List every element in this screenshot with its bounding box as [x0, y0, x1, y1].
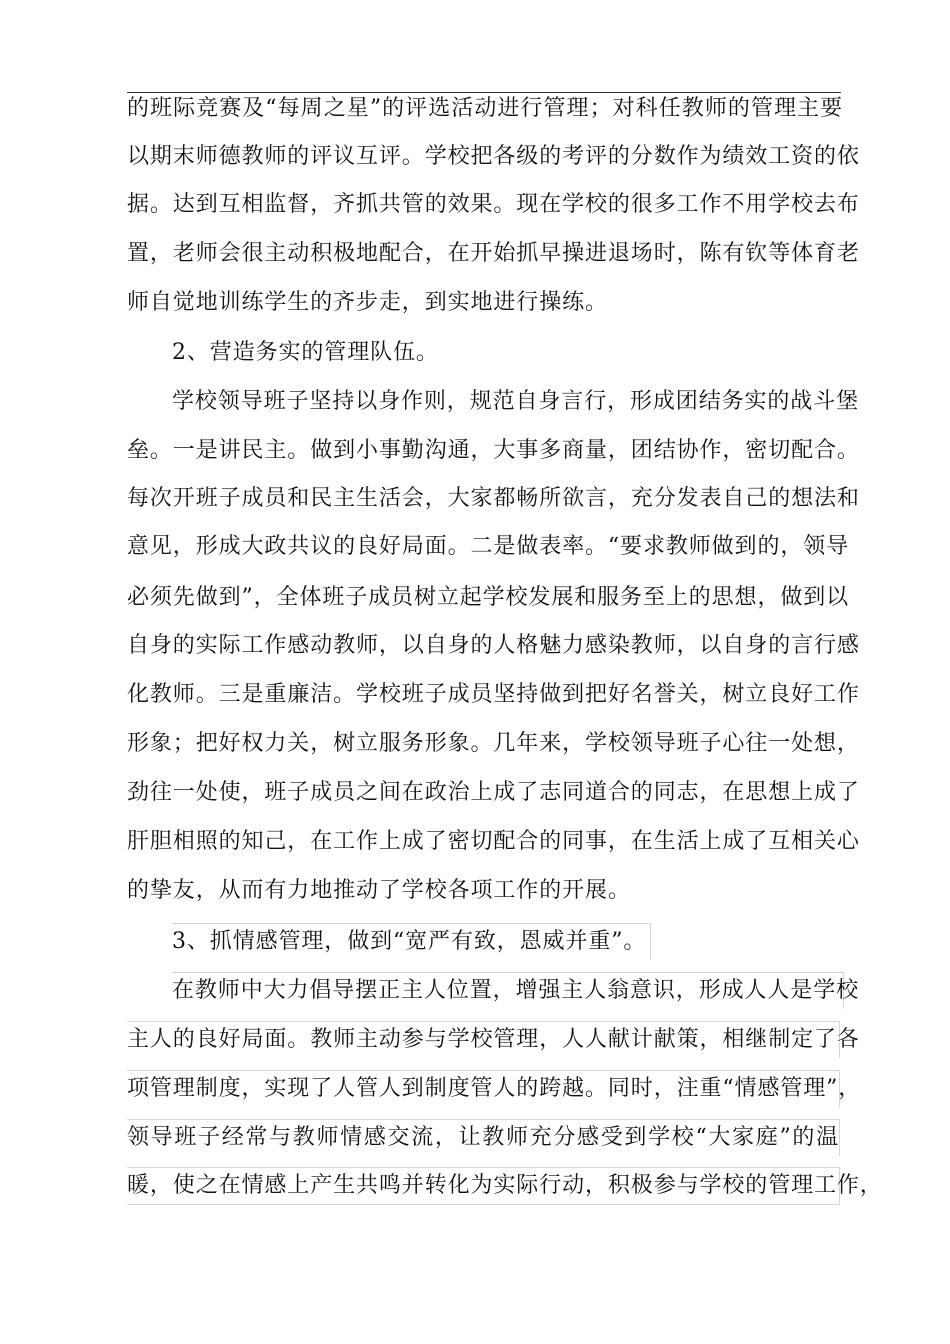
- paragraph-line-23: 暖，使之在情感上产生共鸣并转化为实际行动，积极参与学校的管理工作，: [127, 1167, 840, 1205]
- paragraph-line-21: 项管理制度，实现了人管人到制度管人的跨越。同时，注重“情感管理”，: [127, 1070, 840, 1107]
- paragraph-line-9: 每次开班子成员和民主生活会，大家都畅所欲言，充分发表自己的想法和: [127, 486, 860, 511]
- paragraph-line-14: 形象；把好权力关，树立服务形象。几年来，学校领导班子心往一处想，: [127, 731, 860, 756]
- section-heading-2: 2、营造务实的管理队伍。: [172, 340, 439, 365]
- paragraph-line-10: 意见，形成大政共议的良好局面。二是做表率。“要求教师做到的，领导: [127, 534, 850, 559]
- paragraph-line-1: 的班际竞赛及“每周之星”的评选活动进行管理；对科任教师的管理主要: [127, 96, 843, 121]
- paragraph-line-15: 劲往一处使，班子成员之间在政治上成了志同道合的同志，在思想上成了: [127, 780, 860, 805]
- paragraph-line-7: 学校领导班子坚持以身作则，规范自身言行，形成团结务实的战斗堡: [172, 389, 860, 414]
- paragraph-line-11: 必须先做到”，全体班子成员树立起学校发展和服务至上的思想，做到以: [127, 585, 850, 610]
- paragraph-line-4: 置，老师会很主动积极地配合，在开始抓早操进退场时，陈有钦等体育老: [127, 241, 860, 266]
- paragraph-line-13: 化教师。三是重廉洁。学校班子成员坚持做到把好名誉关，树立良好工作: [127, 682, 860, 707]
- paragraph-line-2: 以期末师德教师的评议互评。学校把各级的考评的分数作为绩效工资的依: [127, 144, 860, 169]
- paragraph-line-8: 垒。一是讲民主。做到小事勤沟通，大事多商量，团结协作，密切配合。: [127, 438, 860, 463]
- section-heading-3: 3、抓情感管理，做到“宽严有致，恩威并重”。: [172, 923, 651, 960]
- paragraph-line-17: 的挚友，从而有力地推动了学校各项工作的开展。: [127, 878, 631, 903]
- paragraph-line-19: 在教师中大力倡导摆正主人位置，增强主人翁意识，形成人人是学校: [172, 972, 844, 1009]
- paragraph-line-5: 师自觉地训练学生的齐步走，到实地进行操练。: [127, 290, 608, 315]
- paragraph-line-22: 领导班子经常与教师情感交流，让教师充分感受到学校“大家庭”的温: [127, 1119, 840, 1156]
- paragraph-line-12: 自身的实际工作感动教师，以自身的人格魅力感染教师，以自身的言行感: [127, 633, 860, 658]
- paragraph-line-20: 主人的良好局面。教师主动参与学校管理，人人献计献策，相继制定了各: [127, 1021, 840, 1058]
- paragraph-line-16: 肝胆相照的知己，在工作上成了密切配合的同事，在生活上成了互相关心: [127, 829, 860, 854]
- paragraph-line-3: 据。达到互相监督，齐抓共管的效果。现在学校的很多工作不用学校去布: [127, 192, 860, 217]
